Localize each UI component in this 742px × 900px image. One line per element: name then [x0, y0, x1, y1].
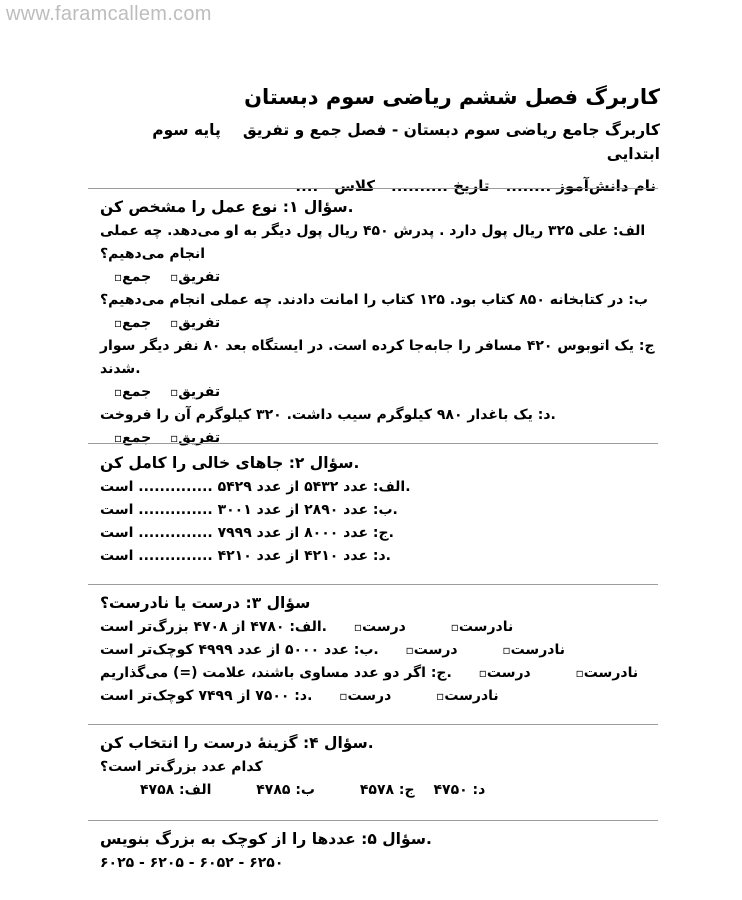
question-1-options: [100, 381, 660, 404]
watermark: www.faramcallem.com: [6, 3, 212, 25]
option-subtract[interactable]: ▫تفریق: [170, 269, 221, 285]
question-3-item: ج: اگر دو عدد مساوی باشند، علامت (=) می‌گذاریم. ▫درست ▫نادرست: [100, 662, 660, 685]
checkbox-icon[interactable]: ▫: [170, 431, 179, 445]
checkbox-icon[interactable]: ▫: [114, 431, 123, 445]
question-3-item: الف: ۴۷۸۰ از ۴۷۰۸ بزرگ‌تر است. ▫درست ▫نادرست: [100, 616, 660, 639]
checkbox-icon[interactable]: ▫: [353, 620, 362, 634]
class-label: کلاس: [334, 177, 375, 195]
question-3-item: د: ۷۵۰۰ از ۷۴۹۹ کوچک‌تر است. ▫درست ▫نادرست: [100, 685, 660, 708]
choice-c[interactable]: ج: ۴۵۷۸: [359, 782, 415, 798]
checkbox-icon[interactable]: ▫: [170, 385, 179, 399]
question-3-item: ب: عدد ۵۰۰۰ از عدد ۴۹۹۹ کوچک‌تر است. ▫درست ▫نادرست: [100, 639, 660, 662]
question-2-item: ج: عدد ۸۰۰۰ از عدد ۷۹۹۹ .............. است.: [100, 525, 394, 541]
question-3: [100, 592, 660, 708]
divider: [88, 820, 658, 821]
question-1-item: د: یک باغدار ۹۸۰ کیلوگرم سیب داشت. ۳۲۰ کیلوگرم آن را فروخت.: [100, 407, 556, 423]
checkbox-icon[interactable]: ▫: [450, 620, 459, 634]
option-subtract[interactable]: ▫تفریق: [170, 384, 221, 400]
question-2-item: د: عدد ۴۲۱۰ از عدد ۴۲۱۰ .............. است.: [100, 548, 391, 564]
question-5-numbers: ۶۰۲۵ - ۶۲۰۵ - ۶۰۵۲ - ۶۲۵۰: [100, 855, 284, 871]
question-1-options: [100, 312, 660, 335]
checkbox-icon[interactable]: ▫: [405, 643, 414, 657]
student-info: [112, 174, 660, 198]
question-1-item: الف: علی ۳۲۵ ریال پول دارد . پدرش ۴۵۰ ریال پول دیگر به او می‌دهد. چه عملی انجام می‌دهیم؟: [100, 223, 646, 262]
question-4-title: سؤال ۴: گزینهٔ درست را انتخاب کن.: [100, 734, 374, 752]
question-2: [100, 452, 660, 568]
question-1-item: ج: یک اتوبوس ۴۲۰ مسافر را جابه‌جا کرده است. در ایستگاه بعد ۸۰ نفر دیگر سوار شدند.: [100, 338, 655, 377]
option-false[interactable]: ▫نادرست: [450, 619, 514, 635]
question-5-title: سؤال ۵: عددها را از کوچک به بزرگ بنویس.: [100, 830, 432, 848]
option-true[interactable]: ▫درست: [353, 619, 406, 635]
checkbox-icon[interactable]: ▫: [339, 689, 348, 703]
option-add[interactable]: ▫جمع: [114, 269, 152, 285]
question-3-title: سؤال ۳: درست یا نادرست؟: [100, 594, 311, 612]
question-1-options: [100, 266, 660, 289]
date-field: تاریخ ..........: [391, 177, 490, 195]
checkbox-icon[interactable]: ▫: [502, 643, 511, 657]
question-2-item: الف: عدد ۵۴۳۲ از عدد ۵۴۲۹ .............. است.: [100, 479, 411, 495]
question-1-item: ب: در کتابخانه ۸۵۰ کتاب بود. ۱۲۵ کتاب را امانت دادند. چه عملی انجام می‌دهیم؟: [100, 292, 648, 308]
checkbox-icon[interactable]: ▫: [478, 666, 487, 680]
page-title: کاربرگ فصل ششم ریاضی سوم دبستان: [244, 85, 660, 109]
question-1: [100, 196, 660, 450]
question-2-item: ب: عدد ۲۸۹۰ از عدد ۳۰۰۱ .............. است.: [100, 502, 398, 518]
checkbox-icon[interactable]: ▫: [436, 689, 445, 703]
option-true[interactable]: ▫درست: [339, 688, 392, 704]
option-add[interactable]: ▫جمع: [114, 430, 152, 446]
option-subtract[interactable]: ▫تفریق: [170, 430, 221, 446]
option-false[interactable]: ▫نادرست: [502, 642, 565, 658]
option-add[interactable]: ▫جمع: [114, 384, 152, 400]
student-name-field: نام دانش‌آموز ........: [505, 177, 656, 195]
class-field: ....: [295, 177, 319, 195]
divider: [88, 443, 658, 444]
subtitle-main: کاربرگ جامع ریاضی سوم دبستان - فصل جمع و تفریق: [242, 121, 660, 139]
option-false[interactable]: ▫نادرست: [575, 665, 639, 681]
choice-d[interactable]: د: ۴۷۵۰: [433, 782, 486, 798]
question-1-options: [100, 427, 660, 450]
page-subtitle: [112, 118, 660, 166]
checkbox-icon[interactable]: ▫: [170, 270, 179, 284]
question-5: [100, 828, 660, 875]
divider: [88, 188, 658, 189]
checkbox-icon[interactable]: ▫: [170, 316, 179, 330]
option-add[interactable]: ▫جمع: [114, 315, 152, 331]
choice-b[interactable]: ب: ۴۷۸۵: [256, 782, 315, 798]
choice-a[interactable]: الف: ۴۷۵۸: [140, 782, 212, 798]
option-subtract[interactable]: ▫تفریق: [170, 315, 221, 331]
checkbox-icon[interactable]: ▫: [114, 316, 123, 330]
question-4-choices: [100, 779, 660, 802]
question-2-title: سؤال ۲: جاهای خالی را کامل کن.: [100, 454, 360, 472]
question-4-prompt: کدام عدد بزرگ‌تر است؟: [100, 759, 263, 775]
question-4: [100, 732, 660, 802]
divider: [88, 584, 658, 585]
question-1-title: سؤال ۱: نوع عمل را مشخص کن.: [100, 198, 354, 216]
worksheet: [112, 82, 660, 198]
subtitle-grade: پایه سوم ابتدایی: [152, 121, 660, 163]
checkbox-icon[interactable]: ▫: [114, 385, 123, 399]
option-false[interactable]: ▫نادرست: [436, 688, 499, 704]
option-true[interactable]: ▫درست: [405, 642, 458, 658]
option-true[interactable]: ▫درست: [478, 665, 531, 681]
checkbox-icon[interactable]: ▫: [575, 666, 584, 680]
divider: [88, 724, 658, 725]
checkbox-icon[interactable]: ▫: [114, 270, 123, 284]
